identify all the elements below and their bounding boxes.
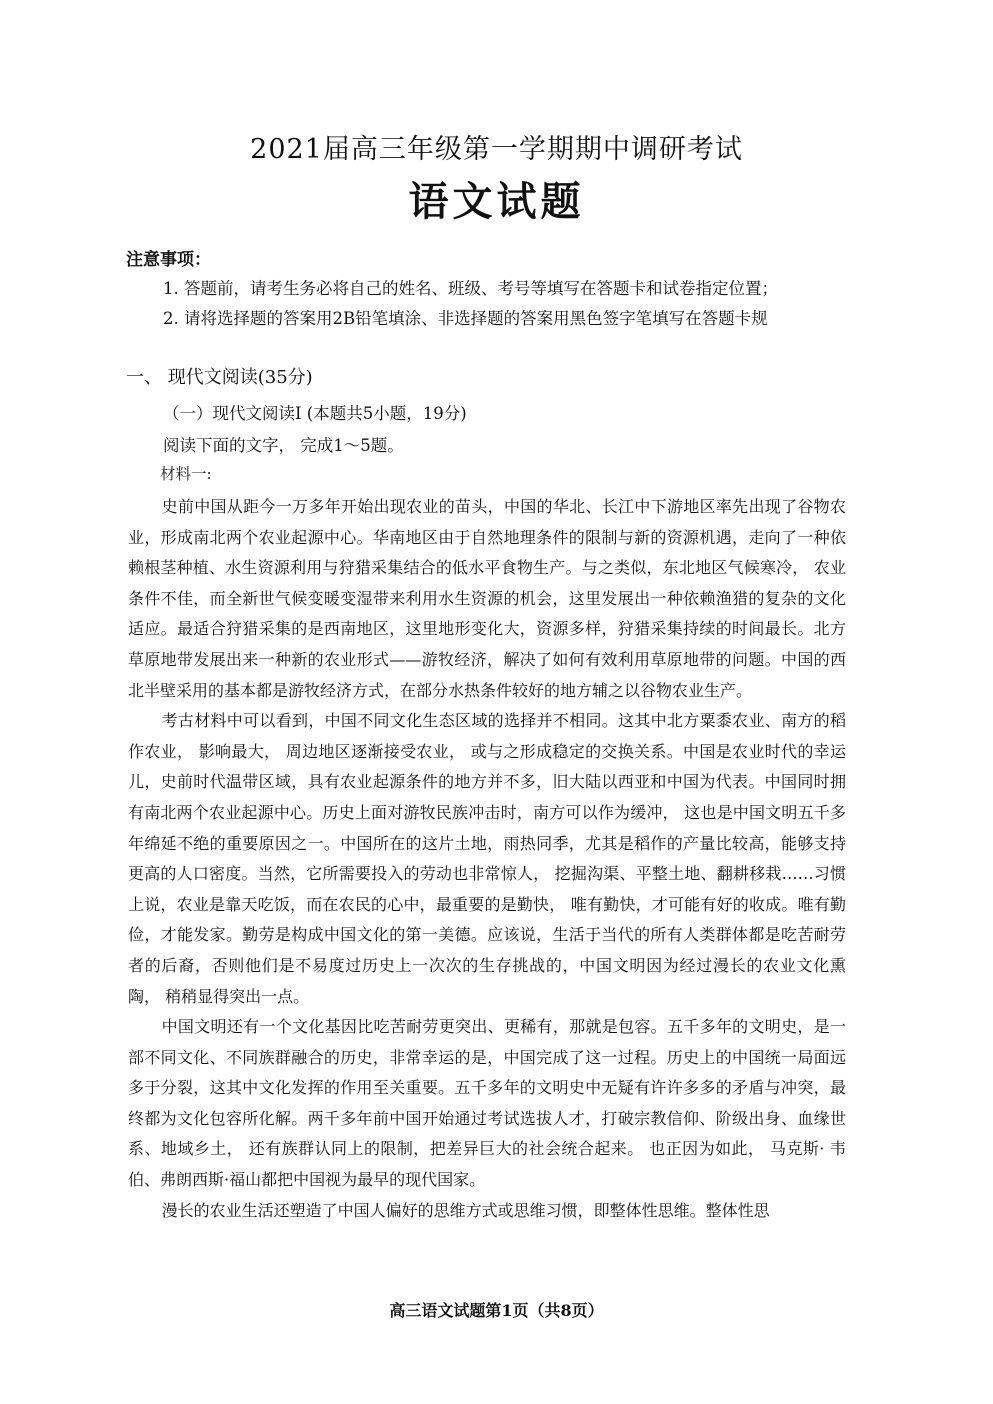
section-subheading: （一）现代文阅读I (本题共5小题，19分): [163, 404, 467, 423]
notice-item-1: 1. 答题前，请考生务必将自己的姓名、班级、考号等填写在答题卡和试卷指定位置；: [163, 279, 778, 298]
notice-heading: 注意事项：: [126, 250, 211, 270]
page-footer: 高三语文试题第1页（共8页）: [389, 1301, 604, 1320]
passage-paragraph-3: 中国文明还有一个文化基因比吃苦耐劳更突出、更稀有，那就是包容。五千多年的文明史，是一部不同文化、不同族群融合的历史，非常幸运的是，中国完成了这一过程。历史上的中国统一局面远多于分裂，这其中文化发挥的作用至关重要。五千多年的文明史中无疑有许许多多的矛盾与冲突，最终都为文化包容所化解。两千多年前中国开始通过考试选拔人才，打破宗教信仰、阶级出身、血缘世系、地域乡土， 还有族群认同上的限制，把差异巨大的社会统合起来。 也正因为如此， 马克斯· 韦伯、弗朗西斯·福山都把中国视为最早的现代国家。: [128, 1017, 846, 1190]
material-label: 材料一:: [160, 465, 212, 483]
reading-instruction: 阅读下面的文字， 完成1～5题。: [163, 436, 404, 455]
reading-passage: [128, 492, 846, 1226]
passage-paragraph-2: 考古材料中可以看到，中国不同文化生态区域的选择并不相同。这其中北方粟黍农业、南方的稻作农业， 影响最大， 周边地区逐渐接受农业， 或与之形成稳定的交换关系。中国是农业时代的幸运儿，史前时代温带区域，具有农业起源条件的地方并不多，旧大陆以西亚和中国为代表。中国同时拥有南北两个农业起源中心。历史上面对游牧民族冲击时，南方可以作为缓冲， 这也是中国文明五千多年绵延不绝的重要原因之一。中国所在的这片土地，雨热同季，尤其是稻作的产量比较高，能够支持更高的人口密度。当然，它所需要投入的劳动也非常惊人， 挖掘沟渠、平整土地、翻耕移栽……习惯上说，农业是靠天吃饭，而在农民的心中，最重要的是勤快， 唯有勤快，才可能有好的收成。唯有勤俭，才能发家。勤劳是构成中国文化的第一美德。应该说，生活于当代的所有人类群体都是吃苦耐劳者的后裔，否则他们是不易度过历史上一次次的生存挑战的，中国文明因为经过漫长的农业文化熏陶， 稍稍显得突出一点。: [128, 711, 846, 1006]
exam-title: 2021届高三年级第一学期期中调研考试: [250, 134, 743, 165]
passage-paragraph-4: 漫长的农业生活还塑造了中国人偏好的思维方式或思维习惯，即整体性思维。整体性思: [161, 1200, 770, 1220]
passage-paragraph-1: 史前中国从距今一万多年开始出现农业的苗头，中国的华北、长江中下游地区率先出现了谷物农业，形成南北两个农业起源中心。华南地区由于自然地理条件的限制与新的资源机遇，走向了一种依赖根茎种植、水生资源利用与狩猎采集结合的低水平食物生产。与之类似，东北地区气候寒冷， 农业条件不佳，而全新世气候变暖变湿带来利用水生资源的机会，这里发展出一种依赖渔猎的复杂的文化适应。最适合狩猎采集的是西南地区，这里地形变化大，资源多样，狩猎采集持续的时间最长。北方草原地带发展出来一种新的农业形式——游牧经济，解决了如何有效利用草原地带的问题。中国的西北半壁采用的基本都是游牧经济方式，在部分水热条件较好的地方辅之以谷物农业生产。: [128, 497, 846, 700]
notice-item-2: 2. 请将选择题的答案用2B铅笔填涂、非选择题的答案用黑色签字笔填写在答题卡规: [163, 309, 768, 328]
section-heading: 一、 现代文阅读(35分): [126, 367, 313, 388]
subject-title: 语文试题: [408, 178, 585, 225]
